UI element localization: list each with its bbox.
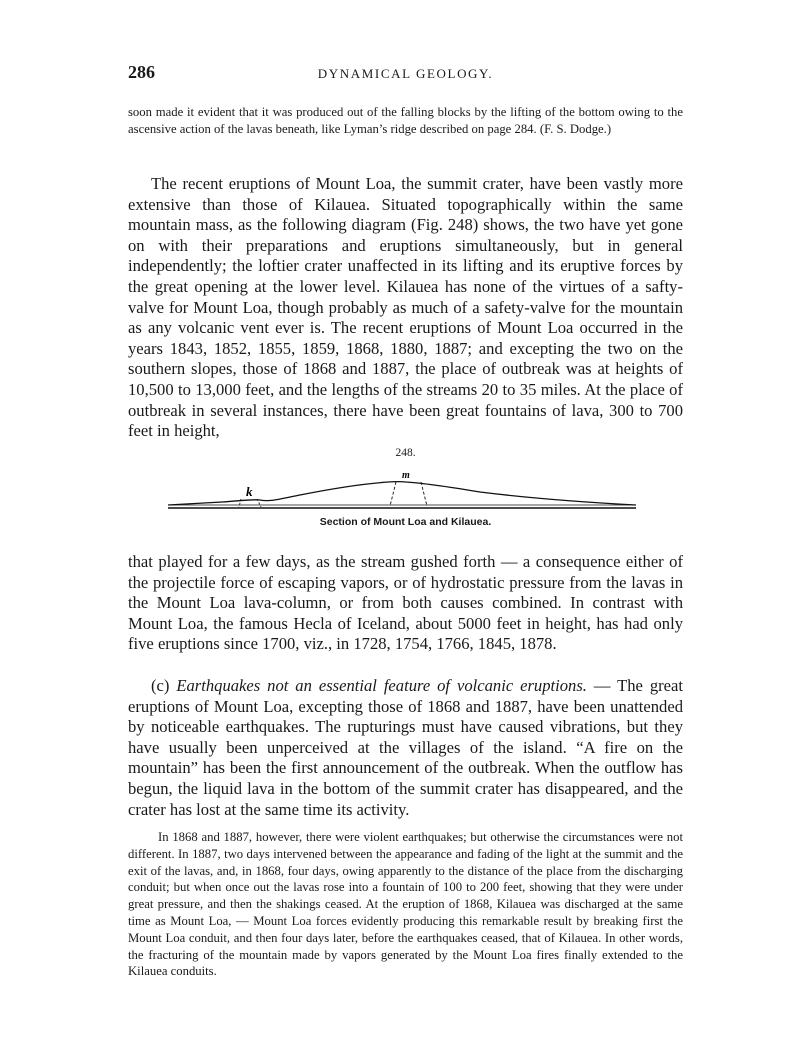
label-m: m: [402, 470, 410, 481]
section-c-label: (c): [151, 676, 177, 695]
figure-caption: Section of Mount Loa and Kilauea.: [319, 516, 492, 528]
figure-number: 248.: [395, 447, 416, 459]
mountain-profile: [168, 482, 636, 505]
top-note: soon made it evident that it was produced out of the falling blocks by the lifting of the bottom owing to the ascensive action of the lavas beneath, like Lyman’s ridge described on page 284. (F. S. Dodge.): [128, 105, 683, 136]
loa-conduit-left: [390, 482, 396, 506]
section-c-heading: Earthquakes not an essential feature of volcanic eruptions.: [176, 676, 587, 695]
page-number: 286: [128, 62, 155, 82]
paragraph-hecla: that played for a few days, as the stream gushed forth — a consequence either of the projectile force of escaping vapors, or of hydrostatic pressure from the lavas in the Mount Loa lava-column, or from both causes combined. In contrast with Mount Loa, the famous Hecla of Iceland, about 5000 feet in height, has had only five eruptions since 1700, viz., in 1728, 1754, 1766, 1845, 1878.: [128, 552, 683, 654]
running-head: DYNAMICAL GEOLOGY.: [317, 66, 494, 81]
section-c-body: — The great eruptions of Mount Loa, excepting those of 1868 and 1887, have been unattended by noticeable earthquakes. The rupturings must have caused vibrations, but they have usually been unperceived at the villages of the island. “A fire on the mountain” has been the first announcement of the outbreak. When the outflow has begun, the liquid lava in the bottom of the summit crater has disappeared, and the crater has lost at the same time its activity.: [128, 676, 683, 819]
bottom-note: In 1868 and 1887, however, there were violent earthquakes; but otherwise the circumstances were not different. In 1887, two days intervened between the appearance and fading of the light at the summit and the exit of the lavas, and, in 1868, four days, owing apparently to the distance of the place from the discharging conduit; but when once out the lavas rose into a fountain of 100 to 200 feet, showing that they were under great pressure, and then the shakings ceased. At the eruption of 1868, Kilauea was discharged at the same time as Mount Loa, — Mount Loa forces evidently producing this remarkable result by breaking first the Mount Loa conduit, and then four days later, before the earthquakes ceased, that of Kilauea. In other words, the fracturing of the mountain made by vapors generated by the Mount Loa fires finally extended to the Kilauea conduits.: [128, 830, 683, 979]
section-diagram: [160, 462, 640, 512]
page-header: [128, 62, 683, 82]
paragraph-recent-eruptions: The recent eruptions of Mount Loa, the summit crater, have been vastly more extensive than those of Kilauea. Situated topographically within the same mountain mass, as the following diagram (Fig. 248) shows, the two have yet gone on with their preparations and eruptions simultaneously, but in general independently; the loftier crater unaffected in its lifting and its eruptive forces by the great opening at the lower level. Kilauea has none of the virtues of a safty-valve for Mount Loa, though probably as much of a safety-valve for the mountain as any volcanic vent ever is. The recent eruptions of Mount Loa occurred in the years 1843, 1852, 1855, 1859, 1868, 1880, 1887; and excepting the two on the southern slopes, those of 1868 and 1887, the place of outbreak was at heights of 10,500 to 13,000 feet, and the lengths of the streams 20 to 35 miles. At the place of outbreak in several instances, there have been great fountains of lava, 300 to 700 feet in height,: [128, 174, 683, 441]
loa-conduit-right: [421, 482, 427, 506]
section-c-earthquakes: [128, 676, 683, 820]
label-k: k: [246, 484, 253, 499]
